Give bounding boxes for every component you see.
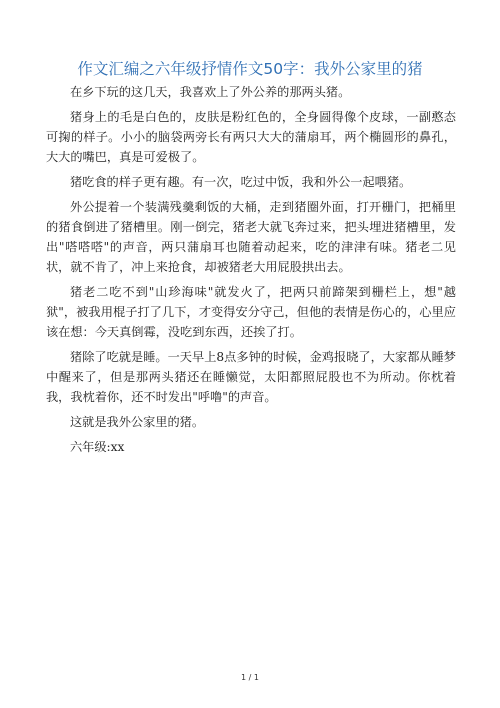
paragraph: 猪除了吃就是睡。一天早上8点多钟的时候，金鸡报晓了，大家都从睡梦中醒来了，但是那两头猪还在睡懒觉，太阳都照屁股也不为所动。你枕着我，我枕着你，还不时发出"呼噜"的声音。 bbox=[46, 350, 456, 404]
paragraph: 这就是我外公家里的猪。 bbox=[70, 415, 205, 429]
grade-signature: 六年级:xx bbox=[70, 440, 125, 454]
paragraph: 猪老二吃不到"山珍海味"就发火了，把两只前蹄架到栅栏上，想"越狱"，被我用棍子打了几下，才变得安分守己，但他的表情是伤心的，心里应该在想：今天真倒霉，没吃到东西，还挨了打。 bbox=[46, 285, 456, 339]
document-title: 作文汇编之六年级抒情作文50字：我外公家里的猪 bbox=[77, 60, 423, 78]
paragraph: 在乡下玩的这几天，我喜欢上了外公养的那两头猪。 bbox=[70, 85, 351, 99]
paragraph: 猪身上的毛是白色的，皮肤是粉红色的，全身圆得像个皮球，一副憨态可掬的样子。小小的脑袋两旁长有两只大大的蒲扇耳，两个椭圆形的鼻孔，大大的嘴巴，真是可爱极了。 bbox=[46, 110, 456, 164]
page-number: 1 / 1 bbox=[241, 673, 259, 682]
paragraph: 猪吃食的样子更有趣。有一次，吃过中饭，我和外公一起喂猪。 bbox=[70, 175, 412, 189]
document-body bbox=[46, 82, 456, 462]
paragraph: 外公提着一个装满残羹剩饭的大桶，走到猪圈外面，打开栅门，把桶里的猪食倒进了猪槽里。刚一倒完，猪老大就飞奔过来，把头埋进猪槽里，发出"嗒嗒嗒"的声音，两只蒲扇耳也随着动起来，吃的津津有味。猪老二见状，就不肯了，冲上来抢食，却被猪老大用屁股拱出去。 bbox=[46, 200, 456, 274]
